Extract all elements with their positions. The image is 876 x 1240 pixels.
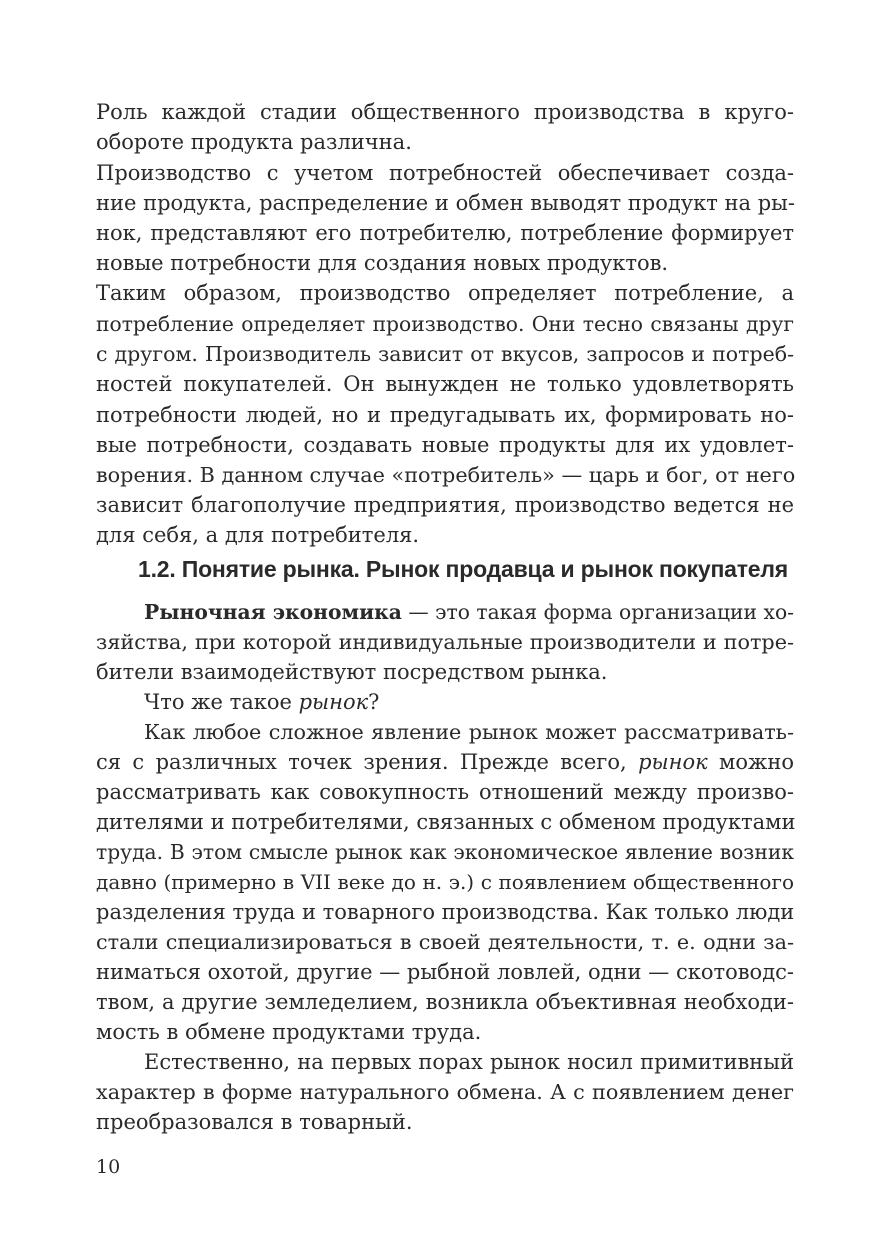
text-line: мость в обмене продуктами труда.: [96, 1020, 482, 1044]
text-line: вые потребности, создавать новые продукты для их удовлет-: [96, 433, 794, 457]
question-italic: рынок: [298, 690, 369, 714]
text-line: преобразовался в товарный.: [96, 1110, 413, 1134]
text-line: обороте продукта различна.: [96, 130, 412, 154]
text-line: бители взаимодействуют посредством рынка.: [96, 660, 608, 684]
text-line: рассматривать как совокупность отношений между произво-: [96, 780, 794, 804]
text-line: давно (примерно в VII веке до н. э.) с появлением общественного: [96, 870, 794, 894]
text-line: нок, представляют его потребителю, потребление формирует: [96, 221, 794, 245]
page-number: 10: [96, 1156, 121, 1178]
text-line: Производство с учетом потребностей обеспечивает созда-: [96, 161, 794, 185]
question-prefix: Что же такое: [144, 690, 299, 714]
text-line: с другом. Производитель зависит от вкусов, запросов и потреб-: [96, 342, 794, 366]
text-line: зяйства, при которой индивидуальные производители и потре-: [96, 630, 794, 654]
text-line: ниматься охотой, другие — рыбной ловлей, одни — скотоводс-: [96, 960, 794, 984]
text-line: Как любое сложное явление рынок может рассматривать-: [144, 720, 794, 744]
text-line: дителями и потребителями, связанных с обменом продуктами: [96, 810, 796, 834]
text-line: [96, 748, 794, 776]
term-italic: рынок: [638, 750, 708, 774]
text-line: твом, а другие земледелием, возникла объективная необходи-: [96, 990, 794, 1014]
text-line: разделения труда и товарного производства. Как только люди: [96, 900, 795, 924]
question-suffix: ?: [368, 690, 380, 714]
text-line: зависит благополучие предприятия, производство ведется не: [96, 493, 794, 517]
text-line: для себя, а для потребителя.: [96, 523, 420, 547]
text-line: ностей покупателей. Он вынужден не только удовлетворять: [96, 372, 794, 396]
text-line: ворения. В данном случае «потребитель» — царь и бог, от него: [96, 463, 796, 487]
text-line: потребление определяет производство. Они тесно связаны друг: [96, 312, 794, 336]
text-line: Естественно, на первых порах рынок носил примитивный: [144, 1050, 794, 1074]
line-suffix: можно: [707, 750, 794, 774]
line-prefix: ся с различных точек зрения. Прежде всего,: [96, 750, 639, 774]
text-line: потребности людей, но и предугадывать их, формировать но-: [96, 403, 794, 427]
text-line: стали специализироваться в своей деятельности, т. е. одни за-: [96, 930, 794, 954]
text-line: ние продукта, распределение и обмен выводят продукт на ры-: [96, 191, 795, 215]
section-heading: 1.2. Понятие рынка. Рынок продавца и рынок покупателя: [138, 556, 789, 582]
text-line: Роль каждой стадии общественного производства в круго-: [96, 100, 794, 124]
definition-text: — это такая форма организации хо-: [401, 600, 794, 624]
text-line: характер в форме натурального обмена. А с появлением денег: [96, 1080, 794, 1104]
question-line: [144, 688, 794, 716]
term-bold: Рыночная экономика: [144, 600, 402, 624]
text-line: новые потребности для создания новых продуктов.: [96, 251, 669, 275]
text-line: труда. В этом смысле рынок как экономическое явление возник: [96, 840, 794, 864]
definition-line: [144, 598, 794, 626]
text-line: Таким образом, производство определяет потребление, а: [96, 281, 794, 305]
